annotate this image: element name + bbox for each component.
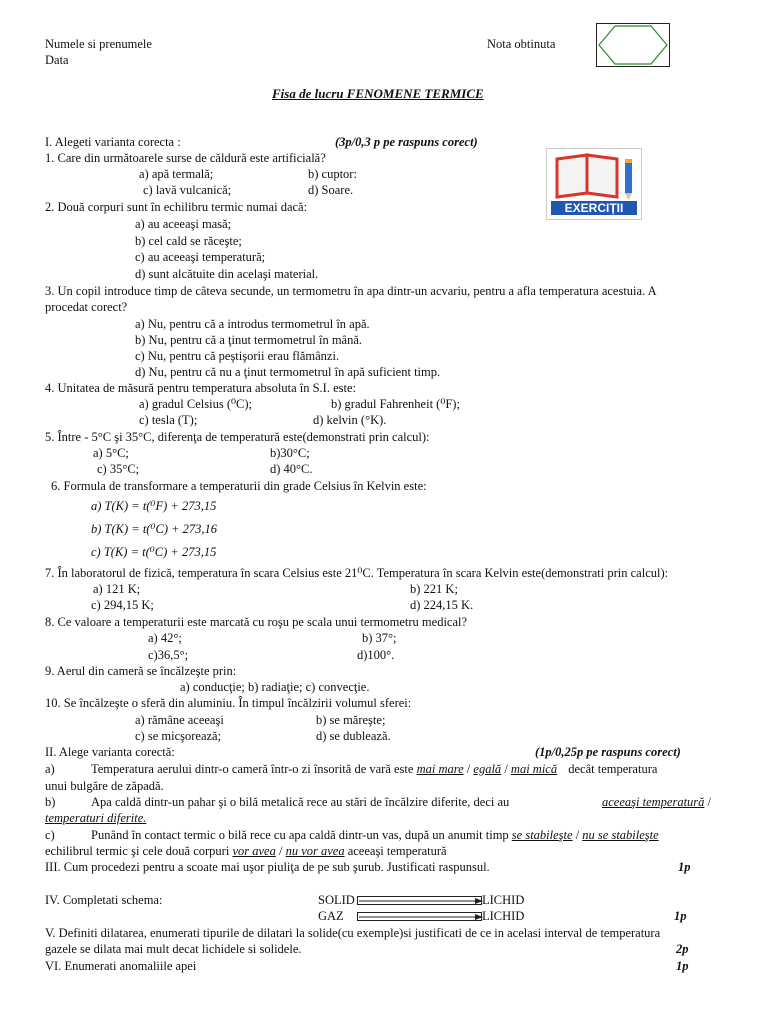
q3-text-line2: procedat corect? <box>45 300 128 314</box>
q3-option-d[interactable]: d) Nu, pentru că nu a ţinut termometrul în apă suficient timp. <box>135 365 441 379</box>
q1-option-c[interactable]: c) lavă vulcanică; <box>143 183 232 197</box>
part5-points: 2p <box>676 942 689 956</box>
q4-text: 4. Unitatea de măsură pentru temperatura absoluta în S.I. este: <box>45 381 357 395</box>
q10-text: 10. Se încălzeşte o sferă din aluminiu. În timpul încălzirii volumul sferei: <box>45 696 412 710</box>
schema-lichid-label-2: LICHID <box>482 909 525 923</box>
p2a-slash-1: / <box>466 762 471 776</box>
p2b-option-aceeasi-temperatura[interactable]: aceeaşi temperatură <box>602 795 705 809</box>
p2b-slash: / <box>707 795 712 809</box>
q10-option-a[interactable]: a) rămâne aceeaşi <box>135 713 224 727</box>
schema-solid-label: SOLID <box>318 893 355 907</box>
q5-option-b[interactable]: b)30°C; <box>270 446 310 460</box>
p2c-option-se-stabileste[interactable]: se stabileşte <box>511 828 573 842</box>
q2-option-b[interactable]: b) cel cald se răceşte; <box>135 234 242 248</box>
schema-gaz-label: GAZ <box>318 909 344 923</box>
book-pencil-icon <box>547 149 641 203</box>
p2c-slash-1: / <box>575 828 580 842</box>
p2c-sentence <box>91 829 659 842</box>
q8-option-b[interactable]: b) 37°; <box>362 631 397 645</box>
q2-option-d[interactable]: d) sunt alcătuite din acelaşi material. <box>135 267 319 281</box>
part4-text: IV. Completati schema: <box>45 893 163 907</box>
grade-box[interactable] <box>596 23 670 67</box>
logo-text: EXERCIȚII <box>551 201 637 215</box>
q1-option-d[interactable]: d) Soare. <box>308 183 354 197</box>
q6-option-b[interactable]: b) T(K) = t(⁰C) + 273,16 <box>91 522 218 536</box>
p2c-line2 <box>45 845 447 858</box>
q5-text: 5. Între - 5°C şi 35°C, diferenţa de temperatură este(demonstrati prin calcul): <box>45 430 430 444</box>
p2c-label: c) <box>45 828 55 842</box>
q1-text: 1. Care din următoarele surse de căldură este artificială? <box>45 151 326 165</box>
grade-label: Nota obtinuta <box>487 37 556 51</box>
date-label: Data <box>45 53 69 67</box>
q8-option-c[interactable]: c)36,5°; <box>148 648 189 662</box>
page-title: Fisa de lucru FENOMENE TERMICE <box>272 86 484 101</box>
p2b-text: Apa caldă dintr-un pahar şi o bilă metalică rece au stări de încălzire diferite, deci au <box>91 795 510 809</box>
arrow-right-icon <box>357 912 485 922</box>
q10-option-c[interactable]: c) se micşorează; <box>135 729 222 743</box>
part3-points: 1p <box>678 860 691 874</box>
q3-option-a[interactable]: a) Nu, pentru că a introdus termometrul în apă. <box>135 317 370 331</box>
q8-option-d[interactable]: d)100°. <box>357 648 395 662</box>
q6-text: 6. Formula de transformare a temperaturii din grade Celsius în Kelvin este: <box>51 479 427 493</box>
q3-option-b[interactable]: b) Nu, pentru că a ţinut termometrul în mână. <box>135 333 363 347</box>
part2-points: (1p/0,25p pe raspuns corect) <box>535 745 681 759</box>
p2a-label: a) <box>45 762 55 776</box>
q9-options[interactable]: a) conducţie; b) radiaţie; c) convecţie. <box>180 680 370 694</box>
part4-points: 1p <box>674 909 687 923</box>
q2-text: 2. Două corpuri sunt în echilibru termic numai dacă: <box>45 200 308 214</box>
part5-line2: gazele se dilata mai mult decat lichidele si solidele. <box>45 942 302 956</box>
q5-option-a[interactable]: a) 5°C; <box>93 446 129 460</box>
part2-heading: II. Alege varianta corectă: <box>45 745 175 759</box>
part6-text: VI. Enumerati anomaliile apei <box>45 959 197 973</box>
p2c-slash-2: / <box>278 844 283 858</box>
q5-option-c[interactable]: c) 35°C; <box>97 462 140 476</box>
p2c-line2-pre: echilibrul termic şi cele două corpuri <box>45 844 230 858</box>
q6-option-a[interactable]: a) T(K) = t(⁰F) + 273,15 <box>91 499 217 513</box>
p2a-option-mai-mare[interactable]: mai mare <box>416 762 464 776</box>
q7-option-a[interactable]: a) 121 K; <box>93 582 141 596</box>
q4-option-d[interactable]: d) kelvin (°K). <box>313 413 387 427</box>
q10-option-d[interactable]: d) se dublează. <box>316 729 391 743</box>
p2b-label: b) <box>45 795 56 809</box>
q4-option-b[interactable]: b) gradul Fahrenheit (⁰F); <box>331 397 460 411</box>
q7-option-c[interactable]: c) 294,15 K; <box>91 598 154 612</box>
p2a-sentence <box>91 763 657 776</box>
p2c-option-nu-vor-avea[interactable]: nu vor avea <box>285 844 345 858</box>
q5-option-d[interactable]: d) 40°C. <box>270 462 313 476</box>
q9-text: 9. Aerul din cameră se încălzeşte prin: <box>45 664 237 678</box>
q7-option-d[interactable]: d) 224,15 K. <box>410 598 474 612</box>
hexagon-icon <box>597 24 669 66</box>
part1-points: (3p/0,3 p pe raspuns corect) <box>335 135 478 149</box>
p2c-text: Punând în contact termic o bilă rece cu apa caldă dintr-un vas, după un anumit timp <box>91 828 509 842</box>
p2c-option-vor-avea[interactable]: vor avea <box>232 844 276 858</box>
part5-line1: V. Definiti dilatarea, enumerati tipurile de dilatari la solide(cu exemple)si justificati de ce in acelasi interval de temperatura <box>45 926 661 940</box>
p2b-option-temperaturi-diferite[interactable]: temperaturi diferite. <box>45 811 147 825</box>
q6-option-c[interactable]: c) T(K) = t(⁰C) + 273,15 <box>91 545 217 559</box>
p2a-option-mai-mica[interactable]: mai mică <box>510 762 558 776</box>
schema-lichid-label-1: LICHID <box>482 893 525 907</box>
part3-text: III. Cum procedezi pentru a scoate mai uşor piuliţa de pe sub şurub. Justificati raspunsul. <box>45 860 490 874</box>
q1-option-b[interactable]: b) cuptor: <box>308 167 357 181</box>
p2c-option-nu-se-stabileste[interactable]: nu se stabileşte <box>582 828 659 842</box>
q1-option-a[interactable]: a) apă termală; <box>139 167 214 181</box>
q2-option-c[interactable]: c) au aceeaşi temperatură; <box>135 250 266 264</box>
q3-text-line1: 3. Un copil introduce timp de câteva secunde, un termometru în apa dintr-un acvariu, pentru a afla temperatura acestuia. A <box>45 284 657 298</box>
p2a-tail: decât temperatura <box>568 762 658 776</box>
q7-text: 7. În laboratorul de fizică, temperatura în scara Celsius este 21⁰C. Temperatura în scara Kelvin este(demonstrati prin calcul): <box>45 566 669 580</box>
exercitii-logo <box>546 148 642 220</box>
p2a-text: Temperatura aerului dintr-o cameră într-o zi însorită de vară este <box>91 762 414 776</box>
q3-option-c[interactable]: c) Nu, pentru că peştişorii erau flămânzi. <box>135 349 340 363</box>
q8-option-a[interactable]: a) 42°; <box>148 631 182 645</box>
q4-option-a[interactable]: a) gradul Celsius (⁰C); <box>139 397 252 411</box>
p2a-line2: unui bulgăre de zăpadă. <box>45 779 164 793</box>
q10-option-b[interactable]: b) se măreşte; <box>316 713 386 727</box>
p2c-line2-post: aceeaşi temperatură <box>347 844 447 858</box>
q4-option-c[interactable]: c) tesla (T); <box>139 413 198 427</box>
name-label: Numele si prenumele <box>45 37 152 51</box>
q7-option-b[interactable]: b) 221 K; <box>410 582 458 596</box>
p2a-slash-2: / <box>504 762 508 776</box>
arrow-right-icon <box>357 896 485 906</box>
p2b-options-line1 <box>602 796 711 809</box>
p2a-option-egala[interactable]: egală <box>473 762 502 776</box>
q2-option-a[interactable]: a) au aceeaşi masă; <box>135 217 232 231</box>
part6-points: 1p <box>676 959 689 973</box>
q8-text: 8. Ce valoare a temperaturii este marcată cu roşu pe scala unui termometru medical? <box>45 615 468 629</box>
part1-heading: I. Alegeti varianta corecta : <box>45 135 181 149</box>
